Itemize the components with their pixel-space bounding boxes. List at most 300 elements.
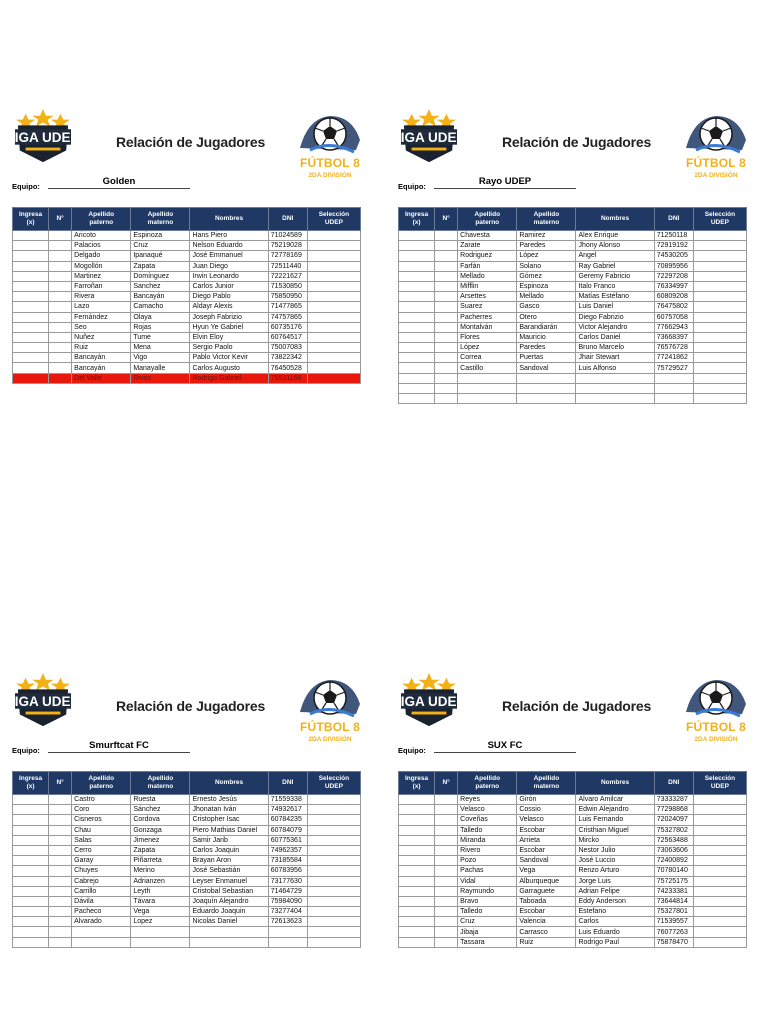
seleccion-cell xyxy=(307,353,360,363)
apellido-materno-cell: Taboada xyxy=(517,896,576,906)
empty-row xyxy=(399,373,747,383)
seleccion-cell xyxy=(307,886,360,896)
ingresa-cell[interactable] xyxy=(399,281,435,291)
apellido-paterno-cell: Pachas xyxy=(458,866,517,876)
dni-cell: 60764517 xyxy=(268,332,307,342)
dni-cell: 76077263 xyxy=(654,927,693,937)
futbol8-logo xyxy=(290,110,368,180)
seleccion-cell xyxy=(693,281,746,291)
number-cell xyxy=(435,261,458,271)
empty-cell xyxy=(517,394,576,404)
header-row xyxy=(13,772,361,795)
column-header: Selección UDEP xyxy=(693,208,746,231)
seleccion-cell xyxy=(693,856,746,866)
apellido-paterno-cell: Aricoto xyxy=(72,231,131,241)
apellido-paterno-cell: Raymundo xyxy=(458,886,517,896)
page-title: Relación de Jugadores xyxy=(116,134,266,150)
seleccion-cell xyxy=(693,322,746,332)
apellido-materno-cell: Merino xyxy=(131,866,190,876)
table-row xyxy=(13,373,361,383)
apellido-materno-cell: Espinoza xyxy=(517,281,576,291)
futbol8-label: FÚTBOL 8 xyxy=(299,720,361,734)
page-title: Relación de Jugadores xyxy=(116,698,266,714)
apellido-materno-cell: Lopez xyxy=(131,917,190,927)
apellido-materno-cell: Escobar xyxy=(517,825,576,835)
seleccion-cell xyxy=(693,845,746,855)
seleccion-cell xyxy=(693,835,746,845)
column-header: Nombres xyxy=(576,208,654,231)
dni-cell: 75729527 xyxy=(654,363,693,373)
ingresa-cell[interactable] xyxy=(13,886,49,896)
apellido-materno-cell: Leyth xyxy=(131,886,190,896)
apellido-paterno-cell: Farfán xyxy=(458,261,517,271)
division-label: 2DA DIVISIÓN xyxy=(308,736,352,743)
ingresa-cell[interactable] xyxy=(399,322,435,332)
ingresa-cell[interactable] xyxy=(13,241,49,251)
number-cell xyxy=(49,886,72,896)
dni-cell: 75878470 xyxy=(654,937,693,947)
seleccion-cell xyxy=(307,363,360,373)
apellido-paterno-cell: Coro xyxy=(72,805,131,815)
seleccion-cell xyxy=(307,856,360,866)
apellido-materno-cell: Rivas xyxy=(131,373,190,383)
table-row xyxy=(399,231,747,241)
dni-cell: 72919192 xyxy=(654,241,693,251)
dni-cell: 76334997 xyxy=(654,281,693,291)
apellido-paterno-cell: Salas xyxy=(72,835,131,845)
dni-cell: 77241862 xyxy=(654,353,693,363)
ingresa-cell[interactable] xyxy=(399,937,435,947)
number-cell xyxy=(49,241,72,251)
nombres-cell: Piero Mathias Daniel xyxy=(190,825,268,835)
ingresa-cell[interactable] xyxy=(399,876,435,886)
number-cell xyxy=(49,866,72,876)
empty-row xyxy=(399,394,747,404)
ingresa-cell[interactable] xyxy=(399,815,435,825)
apellido-materno-cell: Camacho xyxy=(131,302,190,312)
nombres-cell: Leyser Enmanuel xyxy=(190,876,268,886)
dni-cell: 60783956 xyxy=(268,866,307,876)
nombres-cell: Brayan Aron xyxy=(190,856,268,866)
nombres-cell: Carlos Junior xyxy=(190,281,268,291)
number-cell xyxy=(435,281,458,291)
apellido-paterno-cell: Martinez xyxy=(72,271,131,281)
ingresa-cell[interactable] xyxy=(399,886,435,896)
ingresa-cell[interactable] xyxy=(399,866,435,876)
number-cell xyxy=(435,231,458,241)
dni-cell: 71539557 xyxy=(654,917,693,927)
nombres-cell: Luis Fernando xyxy=(576,815,654,825)
ingresa-cell[interactable] xyxy=(399,302,435,312)
apellido-paterno-cell: Montalván xyxy=(458,322,517,332)
ingresa-cell[interactable] xyxy=(399,896,435,906)
ingresa-cell[interactable] xyxy=(13,281,49,291)
apellido-materno-cell: Gómez xyxy=(517,271,576,281)
apellido-paterno-cell: Alvarado xyxy=(72,917,131,927)
ingresa-cell[interactable] xyxy=(399,907,435,917)
apellido-paterno-cell: Farroñan xyxy=(72,281,131,291)
table-row xyxy=(13,835,361,845)
number-cell xyxy=(435,332,458,342)
dni-cell: 72613623 xyxy=(268,917,307,927)
ingresa-cell[interactable] xyxy=(13,896,49,906)
ingresa-cell[interactable] xyxy=(399,363,435,373)
apellido-materno-cell: Sanchez xyxy=(131,281,190,291)
number-cell xyxy=(49,373,72,383)
table-row xyxy=(399,835,747,845)
apellido-materno-cell: Jimenez xyxy=(131,835,190,845)
nombres-cell: Samir Jarib xyxy=(190,835,268,845)
nombres-cell: Estefano xyxy=(576,907,654,917)
apellido-materno-cell: Mena xyxy=(131,343,190,353)
empty-cell xyxy=(13,927,49,937)
ingresa-cell[interactable] xyxy=(399,917,435,927)
apellido-paterno-cell: Rivera xyxy=(72,292,131,302)
apellido-materno-cell: Cordova xyxy=(131,815,190,825)
apellido-materno-cell: Girón xyxy=(517,795,576,805)
column-header: N° xyxy=(49,208,72,231)
number-cell xyxy=(435,271,458,281)
players-table xyxy=(398,207,747,404)
apellido-paterno-cell: Cerro xyxy=(72,845,131,855)
empty-cell xyxy=(399,394,435,404)
table-row xyxy=(399,866,747,876)
apellido-paterno-cell: Cruz xyxy=(458,917,517,927)
ingresa-cell[interactable] xyxy=(13,907,49,917)
table-row xyxy=(13,261,361,271)
ingresa-cell[interactable] xyxy=(13,373,49,383)
table-row xyxy=(399,241,747,251)
number-cell xyxy=(49,231,72,241)
table-row xyxy=(13,241,361,251)
nombres-cell: Alex Enrique xyxy=(576,231,654,241)
ingresa-cell[interactable] xyxy=(13,292,49,302)
ingresa-cell[interactable] xyxy=(13,825,49,835)
nombres-cell: Luis Alfonso xyxy=(576,363,654,373)
seleccion-cell xyxy=(307,896,360,906)
number-cell xyxy=(435,907,458,917)
column-header: Ingresa (x) xyxy=(399,208,435,231)
nombres-cell: Hans Piero xyxy=(190,231,268,241)
dni-cell: 73185584 xyxy=(268,856,307,866)
seleccion-cell xyxy=(693,332,746,342)
nombres-cell: José Luccio xyxy=(576,856,654,866)
nombres-cell: Nicolas Daniel xyxy=(190,917,268,927)
apellido-materno-cell: Otero xyxy=(517,312,576,322)
apellido-materno-cell: Távara xyxy=(131,896,190,906)
ingresa-cell[interactable] xyxy=(399,805,435,815)
dni-cell: 75725175 xyxy=(654,876,693,886)
seleccion-cell xyxy=(307,332,360,342)
dni-cell: 75984090 xyxy=(268,896,307,906)
roster-block xyxy=(392,670,747,1000)
apellido-materno-cell: Carrasco xyxy=(517,927,576,937)
ingresa-cell[interactable] xyxy=(399,856,435,866)
ingresa-cell[interactable] xyxy=(13,231,49,241)
table-row xyxy=(399,353,747,363)
ingresa-cell[interactable] xyxy=(399,271,435,281)
table-row xyxy=(13,251,361,261)
ingresa-cell[interactable] xyxy=(13,845,49,855)
dni-cell: 72400892 xyxy=(654,856,693,866)
seleccion-cell xyxy=(307,815,360,825)
column-header: N° xyxy=(435,208,458,231)
number-cell xyxy=(435,866,458,876)
table-row xyxy=(399,815,747,825)
dni-cell: 70780140 xyxy=(654,866,693,876)
empty-cell xyxy=(307,927,360,937)
table-row xyxy=(399,825,747,835)
ingresa-cell[interactable] xyxy=(13,866,49,876)
apellido-paterno-cell: Cisneros xyxy=(72,815,131,825)
futbol8-logo xyxy=(676,110,754,180)
seleccion-cell xyxy=(693,353,746,363)
column-header: Apellido materno xyxy=(131,772,190,795)
seleccion-cell xyxy=(693,292,746,302)
ingresa-cell[interactable] xyxy=(13,353,49,363)
empty-cell xyxy=(654,394,693,404)
ingresa-cell[interactable] xyxy=(399,292,435,302)
ingresa-cell[interactable] xyxy=(13,363,49,373)
apellido-materno-cell: Barandiarán xyxy=(517,322,576,332)
nombres-cell: Irwin Leonardo xyxy=(190,271,268,281)
team-name: Smurftcat FC xyxy=(48,740,190,753)
ingresa-cell[interactable] xyxy=(399,795,435,805)
number-cell xyxy=(435,292,458,302)
number-cell xyxy=(49,271,72,281)
dni-cell: 74530205 xyxy=(654,251,693,261)
table-row xyxy=(13,343,361,353)
dni-cell: 71559338 xyxy=(268,795,307,805)
number-cell xyxy=(435,353,458,363)
ingresa-cell[interactable] xyxy=(399,251,435,261)
table-row xyxy=(13,896,361,906)
dni-cell: 72221627 xyxy=(268,271,307,281)
number-cell xyxy=(49,845,72,855)
number-cell xyxy=(49,835,72,845)
nombres-cell: Ernesto Jesús xyxy=(190,795,268,805)
nombres-cell: Geremy Fabricio xyxy=(576,271,654,281)
seleccion-cell xyxy=(307,373,360,383)
division-label: 2DA DIVISIÓN xyxy=(694,736,738,743)
apellido-materno-cell: Gasco xyxy=(517,302,576,312)
ingresa-cell[interactable] xyxy=(13,805,49,815)
ingresa-cell[interactable] xyxy=(399,845,435,855)
table-row xyxy=(13,815,361,825)
table-row xyxy=(13,332,361,342)
nombres-cell: Cristobal Sebastian xyxy=(190,886,268,896)
column-header: Apellido paterno xyxy=(458,208,517,231)
table-row xyxy=(13,825,361,835)
futbol8-logo xyxy=(676,674,754,744)
dni-cell: 74932617 xyxy=(268,805,307,815)
nombres-cell: Matías Estéfano xyxy=(576,292,654,302)
ingresa-cell[interactable] xyxy=(13,815,49,825)
ingresa-cell[interactable] xyxy=(13,322,49,332)
seleccion-cell xyxy=(307,271,360,281)
column-header: DNI xyxy=(654,772,693,795)
number-cell xyxy=(435,795,458,805)
ingresa-cell[interactable] xyxy=(13,856,49,866)
apellido-materno-cell: Arrieta xyxy=(517,835,576,845)
team-name: SUX FC xyxy=(434,740,576,753)
table-row xyxy=(13,907,361,917)
number-cell xyxy=(49,353,72,363)
dni-cell: 60809208 xyxy=(654,292,693,302)
dni-cell: 77298868 xyxy=(654,805,693,815)
nombres-cell: Rodrigo Gabriel xyxy=(190,373,268,383)
futbol8-label: FÚTBOL 8 xyxy=(299,156,361,170)
dni-cell: 60757058 xyxy=(654,312,693,322)
number-cell xyxy=(49,907,72,917)
dni-cell: 74233381 xyxy=(654,886,693,896)
nombres-cell: Angel xyxy=(576,251,654,261)
number-cell xyxy=(49,251,72,261)
number-cell xyxy=(49,281,72,291)
dni-cell: 75327802 xyxy=(654,825,693,835)
ingresa-cell[interactable] xyxy=(13,835,49,845)
liga-udep-logo xyxy=(392,108,466,164)
seleccion-cell xyxy=(693,917,746,927)
column-header: Apellido paterno xyxy=(72,772,131,795)
seleccion-cell xyxy=(693,876,746,886)
ingresa-cell[interactable] xyxy=(399,261,435,271)
empty-cell xyxy=(693,373,746,383)
column-header: Ingresa (x) xyxy=(13,772,49,795)
nombres-cell: Luis Daniel xyxy=(576,302,654,312)
nombres-cell: Diego Fabrizio xyxy=(576,312,654,322)
dni-cell: 70895956 xyxy=(654,261,693,271)
table-row xyxy=(399,896,747,906)
team-name: Rayo UDEP xyxy=(434,176,576,189)
number-cell xyxy=(435,302,458,312)
nombres-cell: Carlos Daniel xyxy=(576,332,654,342)
apellido-paterno-cell: Bancayán xyxy=(72,363,131,373)
apellido-materno-cell: Alburqueque xyxy=(517,876,576,886)
nombres-cell: Mircko xyxy=(576,835,654,845)
ingresa-cell[interactable] xyxy=(399,332,435,342)
seleccion-cell xyxy=(693,927,746,937)
nombres-cell: Carlos xyxy=(576,917,654,927)
nombres-cell: José Sebastián xyxy=(190,866,268,876)
dni-cell: 60735176 xyxy=(268,322,307,332)
apellido-materno-cell: Ruesta xyxy=(131,795,190,805)
nombres-cell: Pablo Victor Kevir xyxy=(190,353,268,363)
ingresa-cell[interactable] xyxy=(399,825,435,835)
page-title: Relación de Jugadores xyxy=(502,698,652,714)
number-cell xyxy=(435,886,458,896)
nombres-cell: Alvaro Amilcar xyxy=(576,795,654,805)
apellido-materno-cell: Paredes xyxy=(517,343,576,353)
empty-cell xyxy=(458,373,517,383)
dni-cell: 75007083 xyxy=(268,343,307,353)
apellido-materno-cell: Escobar xyxy=(517,907,576,917)
apellido-paterno-cell: Rivero xyxy=(458,845,517,855)
equipo-label: Equipo: xyxy=(398,182,426,191)
ingresa-cell[interactable] xyxy=(399,835,435,845)
apellido-paterno-cell: Mifflin xyxy=(458,281,517,291)
apellido-paterno-cell: Reyes xyxy=(458,795,517,805)
ingresa-cell[interactable] xyxy=(13,312,49,322)
apellido-materno-cell: Solano xyxy=(517,261,576,271)
ingresa-cell[interactable] xyxy=(399,241,435,251)
nombres-cell: Eduardo Joaquin xyxy=(190,907,268,917)
table-row xyxy=(399,917,747,927)
apellido-paterno-cell: Vidal xyxy=(458,876,517,886)
ingresa-cell[interactable] xyxy=(399,312,435,322)
ingresa-cell[interactable] xyxy=(13,795,49,805)
seleccion-cell xyxy=(693,261,746,271)
dni-cell: 75850950 xyxy=(268,292,307,302)
number-cell xyxy=(49,261,72,271)
ingresa-cell[interactable] xyxy=(13,332,49,342)
apellido-paterno-cell: Chau xyxy=(72,825,131,835)
seleccion-cell xyxy=(307,292,360,302)
table-row xyxy=(399,795,747,805)
ingresa-cell[interactable] xyxy=(399,927,435,937)
apellido-materno-cell: Garraguete xyxy=(517,886,576,896)
seleccion-cell xyxy=(307,805,360,815)
apellido-paterno-cell: Cabrejo xyxy=(72,876,131,886)
table-row xyxy=(13,856,361,866)
ingresa-cell[interactable] xyxy=(13,251,49,261)
seleccion-cell xyxy=(693,886,746,896)
dni-cell: 73644814 xyxy=(654,896,693,906)
dni-cell: 74757865 xyxy=(268,312,307,322)
empty-cell xyxy=(268,927,307,937)
seleccion-cell xyxy=(307,845,360,855)
empty-cell xyxy=(131,937,190,947)
ingresa-cell[interactable] xyxy=(13,261,49,271)
empty-cell xyxy=(399,373,435,383)
empty-cell xyxy=(435,373,458,383)
dni-cell: 71477865 xyxy=(268,302,307,312)
table-row xyxy=(399,856,747,866)
dni-cell: 76576728 xyxy=(654,343,693,353)
nombres-cell: Adrian Felipe xyxy=(576,886,654,896)
players-table xyxy=(12,207,361,384)
dni-cell: 71024589 xyxy=(268,231,307,241)
apellido-paterno-cell: Talledo xyxy=(458,907,517,917)
ingresa-cell[interactable] xyxy=(13,876,49,886)
futbol8-logo xyxy=(290,674,368,744)
nombres-cell: Renzo Arturo xyxy=(576,866,654,876)
ingresa-cell[interactable] xyxy=(399,231,435,241)
ingresa-cell[interactable] xyxy=(13,302,49,312)
ingresa-cell[interactable] xyxy=(13,343,49,353)
team-name: Golden xyxy=(48,176,190,189)
roster-block xyxy=(6,670,361,1000)
nombres-cell: Bruno Marcelo xyxy=(576,343,654,353)
dni-cell: 60784235 xyxy=(268,815,307,825)
ingresa-cell[interactable] xyxy=(13,271,49,281)
seleccion-cell xyxy=(307,281,360,291)
ingresa-cell[interactable] xyxy=(13,917,49,927)
division-label: 2DA DIVISIÓN xyxy=(308,172,352,179)
empty-cell xyxy=(654,373,693,383)
column-header: Apellido paterno xyxy=(458,772,517,795)
apellido-paterno-cell: Seo xyxy=(72,322,131,332)
empty-cell xyxy=(576,373,654,383)
empty-cell xyxy=(517,373,576,383)
empty-cell xyxy=(131,927,190,937)
empty-cell xyxy=(435,383,458,393)
apellido-materno-cell: Domínguez xyxy=(131,271,190,281)
ingresa-cell[interactable] xyxy=(399,353,435,363)
column-header: Apellido paterno xyxy=(72,208,131,231)
ingresa-cell[interactable] xyxy=(399,343,435,353)
dni-cell: 71464729 xyxy=(268,886,307,896)
